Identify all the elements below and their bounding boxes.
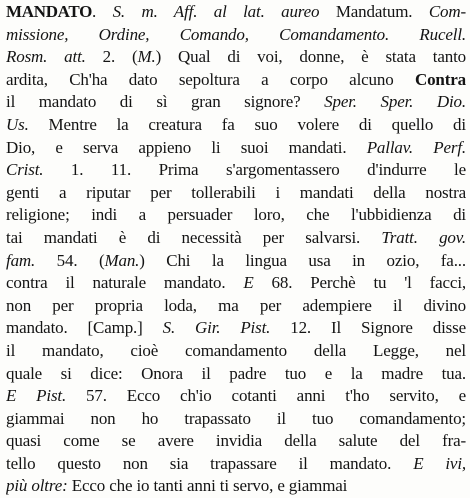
entry-text-line [6,204,466,227]
entry-text: Ecco che io tanti anni ti servo, e giammai [67,476,348,496]
entry-text: non per propria loda, ma per adempiere il divino [6,295,466,315]
entry-text: Dio, e serva appieno li suoi mandati. [6,137,367,157]
headword: MANDATO [6,2,93,21]
entry-text: ardita, Ch'ha dato sepoltura a corpo alcuno [6,69,415,89]
entry-text: 1. 11. Prima s'argomentassero d'indurre le [43,160,466,180]
entry-text-line [6,430,466,453]
entry-text: ) Qual di voi, donne, è stata tanto [155,47,466,67]
italic-citation: E [243,273,254,293]
italic-citation: fam. [6,250,36,270]
italic-citation: più oltre: [6,476,68,496]
entry-text: tai mandati è di necessità per salvarsi. [6,227,382,247]
entry-text-line [6,182,466,205]
entry-text: 54. ( [35,250,105,270]
entry-text: tello questo non sia trapassare il mandato. [6,453,414,473]
entry-text: il mandato, cioè comandamento della Legge, nel [6,340,466,360]
entry-text: 2. ( [85,47,138,67]
entry-text-line [6,114,466,137]
entry-text-line [6,363,466,386]
entry-text: genti a riputar per tollerabili i mandati della nostra [6,182,466,202]
entry-text-line [6,272,466,295]
dictionary-entry-mandato [6,1,466,498]
entry-text: 57. Ecco ch'io cotanti anni t'ho servito, e [66,386,466,406]
italic-citation: E ivi, [413,453,466,473]
italic-citation: S. m. Aff. al lat. aureo [112,2,320,21]
entry-text-line [6,69,466,92]
entry-text-line [6,340,466,363]
italic-citation: M. [137,47,156,67]
italic-citation: missione, Ordine, Comando, Comandamento. Rucell. [6,24,466,44]
italic-citation: Man. [104,250,140,270]
entry-text: mandato. [Camp.] [6,318,163,338]
entry-text: contra il naturale mandato. [6,273,244,293]
entry-text-line [6,453,466,476]
entry-text: il mandato di sì gran signore? [6,92,325,112]
italic-citation: Tratt. gov. [381,227,466,247]
entry-text: Mandatum. [319,2,429,21]
entry-text-line [6,24,466,47]
entry-text-line [6,475,466,498]
italic-citation: Us. [6,114,29,134]
italic-citation: E Pist. [6,386,67,406]
entry-text: . [92,2,113,21]
entry-text-line [6,46,466,69]
italic-citation: Pallav. Perf. [366,137,466,157]
italic-citation: Crist. [6,160,44,180]
entry-text-line [6,91,466,114]
italic-citation: Sper. Sper. Dio. [324,92,466,112]
entry-text: 12. Il Signore disse [270,318,466,338]
entry-text: ) Chi la lingua usa in ozio, fa... [139,250,466,270]
entry-text-line [6,137,466,160]
entry-text: quasi come se avere invidia della salute del fra- [6,431,466,451]
entry-text-line [6,1,466,24]
entry-text: religione; indi a persuader loro, che l'ubbidienza di [6,205,466,225]
italic-citation: S. Gir. Pist. [162,318,271,338]
entry-text-line [6,250,466,273]
entry-text: Mentre la creatura fa suo volere di quello di [28,114,466,134]
entry-text-line [6,385,466,408]
entry-text: quale si dice: Onora il padre tuo e la madre tua. [6,363,466,383]
italic-citation: Rosm. att. [6,47,86,67]
entry-text-line [6,295,466,318]
entry-text-line [6,317,466,340]
entry-text-line [6,159,466,182]
dictionary-page [0,1,470,496]
entry-text-line [6,227,466,250]
entry-text: 68. Perchè tu 'l facci, [253,273,466,293]
entry-text: giammai non ho trapassato il tuo comandamento; [6,408,466,428]
italic-citation: Com- [428,2,466,21]
entry-text-line [6,408,466,431]
bold-text: Contra [414,69,466,89]
